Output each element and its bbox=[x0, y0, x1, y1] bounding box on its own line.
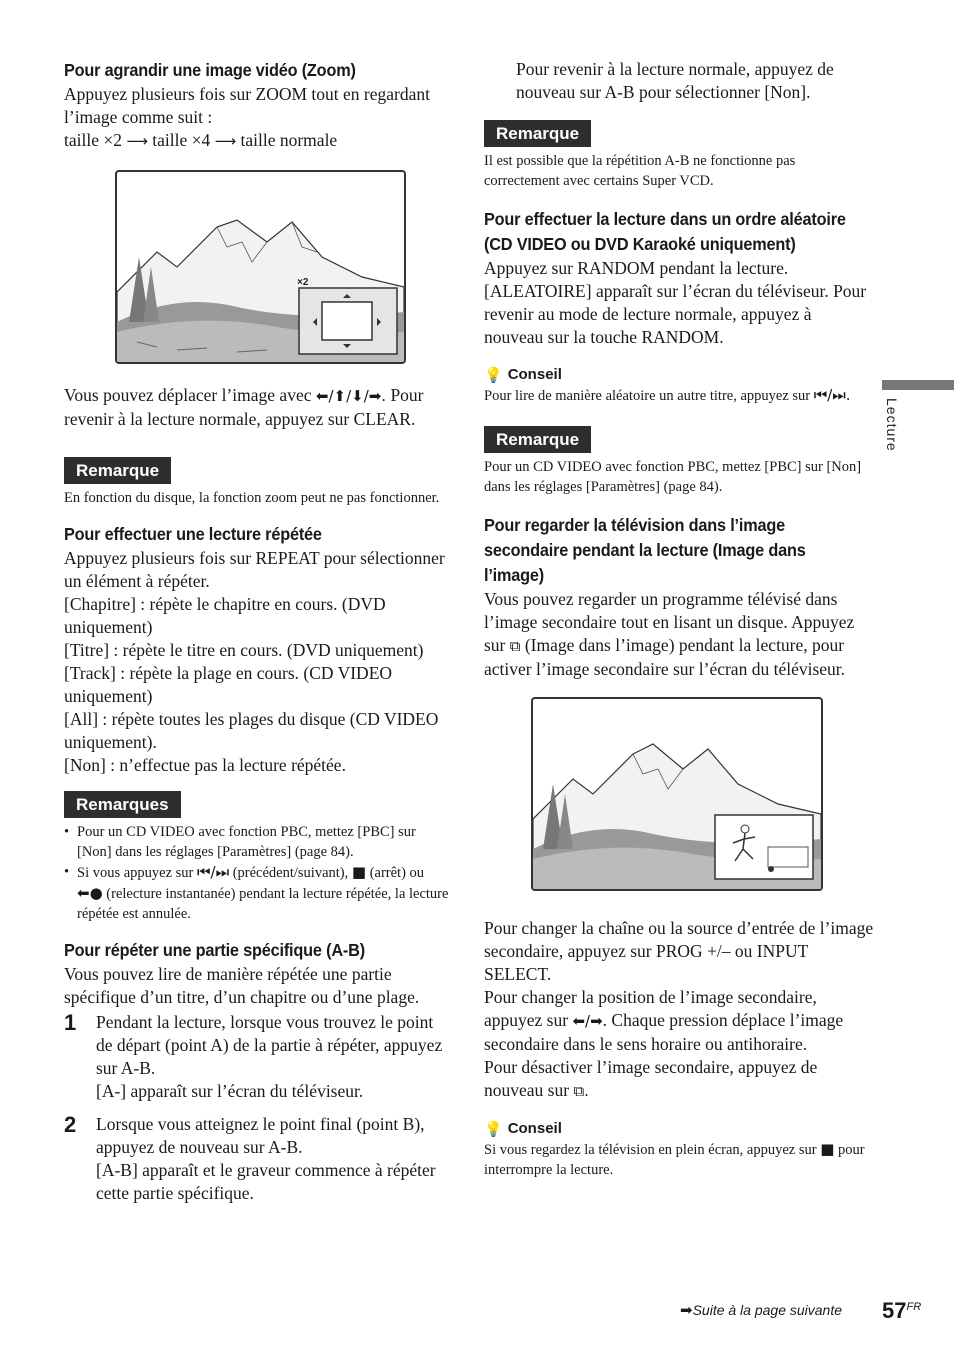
list-item: • Pour un CD VIDEO avec fonction PBC, mettez [PBC] sur [Non] dans les réglages [Paramètres] (page 84). bbox=[77, 822, 450, 862]
arrow-right-icon: ➡ bbox=[680, 1301, 693, 1319]
repeat-option: [All] : répète toutes les plages du disque (CD VIDEO uniquement). bbox=[64, 709, 439, 752]
continued-note bbox=[680, 1301, 842, 1319]
page-lang: FR bbox=[906, 1301, 922, 1313]
step-number: 1 bbox=[64, 1010, 77, 1035]
prev-next-icon: ⏮/⏭. bbox=[813, 386, 851, 404]
notes-badge: Remarques bbox=[64, 791, 181, 818]
move-text-a: Vous pouvez déplacer l’image avec bbox=[64, 385, 312, 405]
move-text-b: Pour revenir à la lecture normale, appuyez sur CLEAR. bbox=[64, 385, 424, 429]
pip-text bbox=[484, 588, 874, 681]
continued-text: Suite à la page suivante bbox=[692, 1302, 843, 1318]
landscape-zoom-image bbox=[117, 172, 404, 362]
lightbulb-icon: 💡 bbox=[484, 366, 503, 384]
zoom-heading: Pour agrandir une image vidéo (Zoom) bbox=[64, 60, 356, 80]
note-badge: Remarque bbox=[484, 120, 591, 147]
note-badge: Remarque bbox=[64, 457, 171, 484]
step-2 bbox=[64, 1113, 450, 1205]
pip-text-b: (Image dans l’image) pendant la lecture, pour activer l’image secondaire sur l’écran du téléviseur. bbox=[484, 635, 846, 679]
step-text: Lorsque vous atteignez le point final (point B), appuyez de nouveau sur A-B. bbox=[96, 1114, 425, 1157]
left-column bbox=[64, 58, 450, 1205]
repeat-option: [Non] : n’effectue pas la lecture répétée. bbox=[64, 755, 346, 775]
page-number-value: 57 bbox=[882, 1298, 907, 1323]
step-subtext: [A-B] apparaît et le graveur commence à répéter cette partie spécifique. bbox=[96, 1160, 436, 1203]
arrow-right-icon: ⟶ bbox=[214, 132, 237, 150]
step-1 bbox=[64, 1011, 450, 1103]
ab-intro: Vous pouvez lire de manière répétée une partie spécifique d’un titre, d’un chapitre ou d’une plage. bbox=[64, 964, 420, 1007]
picture-in-picture-icon: ⧉. bbox=[573, 1082, 589, 1100]
zoom-seq-1: taille ×2 bbox=[64, 130, 122, 150]
note-badge: Remarque bbox=[484, 426, 591, 453]
zoom-level-label: ×2 bbox=[297, 277, 309, 288]
repeat-heading: Pour effectuer une lecture répétée bbox=[64, 524, 322, 544]
tip-text-b: pour interrompre la lecture. bbox=[484, 1142, 865, 1178]
stop-icon: ■ bbox=[820, 1140, 835, 1158]
tip-header bbox=[484, 365, 874, 385]
repeat-option: [Track] : répète la plage en cours. (CD VIDEO uniquement) bbox=[64, 663, 393, 706]
pip-change-channel: Pour changer la chaîne ou la source d’entrée de l’image secondaire, appuyez sur PROG +/– ou INPUT SELECT. bbox=[484, 918, 874, 984]
zoom-seq-2: taille ×4 bbox=[152, 130, 211, 150]
list-item bbox=[77, 862, 450, 924]
prev-next-icon: ⏮/⏭ bbox=[197, 863, 230, 881]
right-column bbox=[484, 58, 874, 1180]
note-text: Pour un CD VIDEO avec fonction PBC, mettez [PBC] sur [Non] dans les réglages [Paramètres] (page 84). bbox=[484, 459, 862, 495]
arrow-right-icon: ⟶ bbox=[126, 132, 148, 150]
pip-change-2b: . Chaque pression déplace l’image secondaire dans le sens horaire ou antihoraire. bbox=[484, 1010, 844, 1054]
tip-text-a: Pour lire de manière aléatoire un autre titre, appuyez sur bbox=[484, 388, 811, 404]
repeat-option: [Titre] : répète le titre en cours. (DVD uniquement) bbox=[64, 640, 424, 660]
random-text: Appuyez sur RANDOM pendant la lecture. [ALEATOIRE] apparaît sur l’écran du téléviseur. Pour revenir au mode de lecture normale, appuyez à nouveau sur la touche RANDOM. bbox=[484, 258, 867, 347]
step-text: Pendant la lecture, lorsque vous trouvez le point de départ (point A) de la partie à répéter, appuyez sur A-B. bbox=[96, 1012, 443, 1078]
ab-heading: Pour répéter une partie spécifique (A-B) bbox=[64, 940, 365, 960]
step-number: 2 bbox=[64, 1112, 77, 1137]
tip-text bbox=[484, 385, 874, 406]
tip-text-a: Si vous regardez la télévision en plein écran, appuyez sur bbox=[484, 1142, 817, 1158]
note-text: Il est possible que la répétition A-B ne fonctionne pas correctement avec certains Super VCD. bbox=[484, 153, 796, 189]
pip-text-a: Vous pouvez regarder un programme télévisé dans l’image secondaire tout en lisant un disque. Appuyez sur bbox=[484, 589, 855, 655]
pip-heading: Pour regarder la télévision dans l’image secondaire pendant la lecture (Image dans l’image) bbox=[484, 515, 806, 585]
repeat-option: [Chapitre] : répète le chapitre en cours. (DVD uniquement) bbox=[64, 594, 386, 637]
tip-label: Conseil bbox=[507, 1120, 562, 1137]
pip-off-text: Pour désactiver l’image secondaire, appuyez de nouveau sur bbox=[484, 1057, 818, 1100]
note-text-b: (précédent/suivant), bbox=[232, 865, 349, 881]
zoom-sequence bbox=[64, 129, 450, 153]
zoom-illustration bbox=[115, 170, 406, 364]
instant-replay-icon: ⬅● bbox=[77, 884, 103, 902]
zoom-seq-3: taille normale bbox=[240, 130, 338, 150]
note-text-c: (arrêt) ou bbox=[369, 865, 425, 881]
tip-text bbox=[484, 1139, 874, 1180]
pip-illustration bbox=[531, 697, 823, 891]
note-text-d: (relecture instantanée) pendant la lecture répétée, la lecture répétée est annulée. bbox=[77, 886, 449, 922]
section-label: Lecture bbox=[884, 398, 900, 452]
ab-return-text: Pour revenir à la lecture normale, appuyez de nouveau sur A-B pour sélectionner [Non]. bbox=[516, 59, 834, 102]
tip-label: Conseil bbox=[507, 366, 562, 383]
section-tab bbox=[882, 380, 954, 390]
stop-icon: ■ bbox=[351, 863, 367, 881]
pip-change-2a: Pour changer la position de l’image secondaire, appuyez sur bbox=[484, 987, 817, 1030]
note-text-a: Si vous appuyez sur bbox=[77, 865, 194, 881]
arrow-left-right-icon: ⬅/➡ bbox=[572, 1012, 603, 1030]
tip-header bbox=[484, 1119, 874, 1139]
pip-change-position bbox=[484, 986, 874, 1056]
picture-in-picture-icon: ⧉ bbox=[509, 637, 521, 655]
note-text: En fonction du disque, la fonction zoom peut ne pas fonctionner. bbox=[64, 490, 440, 506]
landscape-pip-image bbox=[533, 699, 821, 889]
move-text bbox=[64, 384, 450, 431]
pip-off bbox=[484, 1056, 874, 1103]
lightbulb-icon: 💡 bbox=[484, 1120, 503, 1138]
repeat-intro: Appuyez plusieurs fois sur REPEAT pour sélectionner un élément à répéter. bbox=[64, 548, 445, 591]
step-subtext: [A-] apparaît sur l’écran du téléviseur. bbox=[96, 1081, 364, 1101]
arrow-keys-icon: ⬅/⬆/⬇/➡. bbox=[315, 387, 387, 405]
notes-list bbox=[64, 822, 450, 924]
random-heading: Pour effectuer la lecture dans un ordre aléatoire (CD VIDEO ou DVD Karaoké uniquement) bbox=[484, 209, 846, 254]
zoom-text: Appuyez plusieurs fois sur ZOOM tout en regardant l’image comme suit : bbox=[64, 84, 430, 127]
page-number bbox=[882, 1298, 921, 1324]
